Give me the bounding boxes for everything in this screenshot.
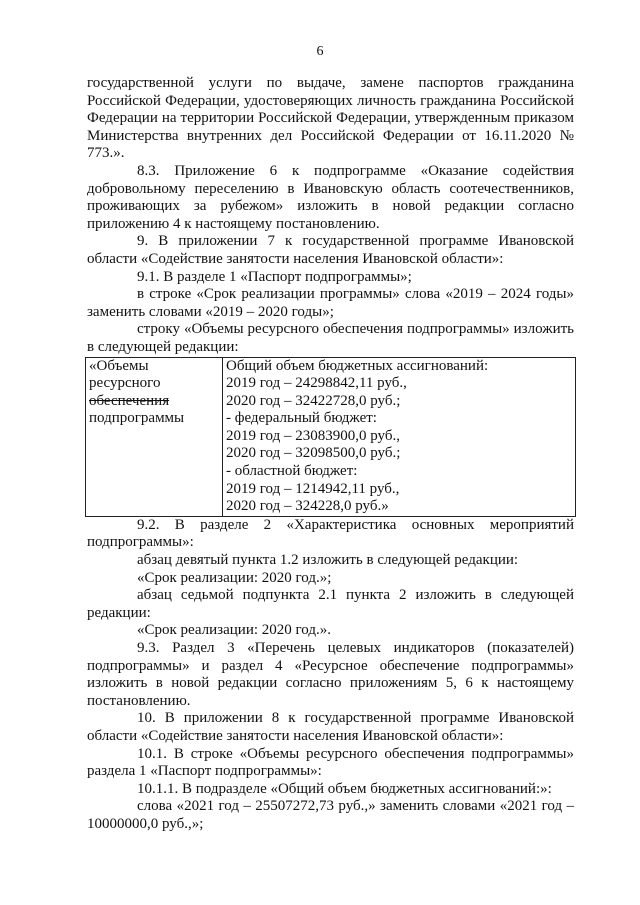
paragraph: «Срок реализации: 2020 год.». bbox=[137, 622, 331, 639]
table-value-line: 2020 год – 32098500,0 руб.; bbox=[226, 445, 401, 462]
table-value-line: 2020 год – 32422728,0 руб.; bbox=[226, 392, 401, 409]
table-value-line: - федеральный бюджет: bbox=[226, 410, 377, 427]
table-label-line: ресурсного bbox=[89, 375, 161, 392]
page-number: 6 bbox=[316, 44, 324, 59]
paragraph: 9.1. В разделе 1 «Паспорт подпрограммы»; bbox=[137, 268, 412, 285]
paragraph: 10. В приложении 8 к государственной программе Ивановской области «Содействие занятости населения Ивановской области»: bbox=[87, 710, 574, 744]
document-body bbox=[87, 75, 574, 834]
resource-table bbox=[85, 357, 576, 517]
paragraph: 9.2. В разделе 2 «Характеристика основных мероприятий подпрограммы»: bbox=[87, 516, 574, 551]
table-row bbox=[86, 357, 576, 516]
table-value-line: - областной бюджет: bbox=[226, 463, 358, 480]
table-cell-value bbox=[223, 357, 576, 516]
table-label-line: обеспечения bbox=[89, 392, 170, 409]
paragraph: строку «Объемы ресурсного обеспечения подпрограммы» изложить в следующей редакции: bbox=[87, 321, 574, 355]
paragraph: государственной услуги по выдаче, замене паспортов гражданина Российской Федерации, удостоверяющих личность гражданина Российской Федерации на территории Российской Федерации, утвержденным приказом Министерства внутренних дел Российской Федерации от 16.11.2020 № 773.». bbox=[87, 75, 574, 162]
table-cell-label bbox=[86, 357, 223, 516]
table-label-line: подпрограммы bbox=[89, 410, 185, 427]
table-value-line: 2020 год – 324228,0 руб.» bbox=[226, 498, 389, 515]
paragraph: абзац девятый пункта 1.2 изложить в следующей редакции: bbox=[137, 552, 519, 569]
paragraph: 8.3. Приложение 6 к подпрограмме «Оказание содействия добровольному переселению в Ивановскую область соотечественников, проживающих за рубежом» изложить в новой редакции согласно приложению 4 к настоящему постановлению. bbox=[87, 162, 574, 232]
table-value-line: 2019 год – 24298842,11 руб., bbox=[226, 375, 407, 392]
paragraph: 10.1.1. В подразделе «Общий объем бюджетных ассигнований:»: bbox=[137, 780, 552, 797]
paragraph: 9.3. Раздел 3 «Перечень целевых индикаторов (показателей) подпрограммы» и раздел 4 «Ресурсное обеспечение подпрограммы» изложить в новой редакции согласно приложениям 5, 6 к настоящему постановлению. bbox=[87, 640, 574, 709]
paragraph: 9. В приложении 7 к государственной программе Ивановской области «Содействие занятости населения Ивановской области»: bbox=[87, 233, 574, 267]
table-value-line: Общий объем бюджетных ассигнований: bbox=[226, 357, 489, 374]
table-label-line: «Объемы bbox=[89, 357, 149, 374]
table-value-line: 2019 год – 23083900,0 руб., bbox=[226, 427, 400, 444]
paragraph: 10.1. В строке «Объемы ресурсного обеспечения подпрограммы» раздела 1 «Паспорт подпрограммы»: bbox=[87, 745, 574, 780]
paragraph: абзац седьмой подпункта 2.1 пункта 2 изложить в следующей редакции: bbox=[87, 587, 574, 621]
paragraph: слова «2021 год – 25507272,73 руб.,» заменить словами «2021 год – 10000000,0 руб.,»; bbox=[87, 798, 574, 832]
paragraph: в строке «Срок реализации программы» слова «2019 – 2024 годы» заменить словами «2019 – 2020 годы»; bbox=[87, 286, 574, 320]
paragraph: «Срок реализации: 2020 год.»; bbox=[137, 569, 332, 586]
table-value-line: 2019 год – 1214942,11 руб., bbox=[226, 480, 400, 497]
